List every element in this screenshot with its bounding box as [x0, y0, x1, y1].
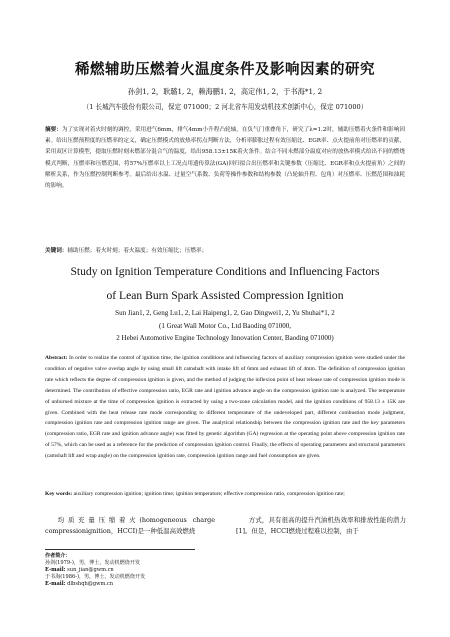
footnote-email-1-label: E-mail:: [45, 567, 66, 574]
footnote-line1: 孙剑(1979-)，男，博士，发动机燃烧开发: [45, 560, 141, 567]
footnote-email-2-label: E-mail:: [45, 581, 66, 588]
body-left-paragraph: 均质充量压缩着火(homogeneous charge compressionignition，HCCI)是一种低温高效燃烧: [45, 516, 215, 535]
footnote-email-2: [45, 581, 225, 588]
english-title-line2: of Lean Burn Spark Assisted Compression Ignition: [106, 289, 344, 302]
english-keywords-text: auxiliary compression ignition; ignition time; ignition temperature; effective compression ratio, compression ignition rate;: [73, 491, 345, 497]
chinese-keywords: [45, 246, 405, 256]
body-left-column: [45, 515, 215, 537]
english-abstract-text: In order to realize the control of ignition time, the ignition conditions and influencing factors of auxiliary compression ignition were studied under the condition of negative valve overlap angle by using small lift camshaft with intake lift of 6mm and exhaust lift of 4mm. The definition of compression ignition rate which reflects the degree of compression ignition is given, and the method of judging the inflexion point of heat release rate of compression ignition mode is determined. The contribution of effective compression ratio, EGR rate and ignition advance angle on the compression ignition rate is analyzed. The temperature of unburned mixture at the time of compression ignition is extracted by using a two-zone calculation model, and the ignition conditions of 958.13 ± 15K are given. Combined with the heat release rate mode corresponding to different temperature of the undeveloped part, different combustion mode judgment, compression ignition rate and compression ignition range are given. The analytical relationship between the compression ignition rate and the key parameters (compression ratio, EGR rate and ignition advance angle) was fitted by genetic algorithm (GA) regression at the operating point above compression ignition rate of 57%, which can be used as a reference for the prediction of compression ignition control. Finally, the effects of operating parameters and structural parameters (camshaft lift and wrap angle) on the compression ignition rate, compression ignition range and fuel consumption are given.: [45, 355, 405, 460]
footnote-line3: 于书海(1986-)，男，博士，发动机燃烧开发: [45, 574, 146, 581]
chinese-affiliation: （1 长城汽车股份有限公司，保定 071000；2 河北省车用发动机技术创新中心，保定 071000）: [82, 103, 368, 111]
chinese-keywords-label: 关键词：: [45, 248, 68, 254]
chinese-abstract: [45, 125, 405, 192]
footnote-email-2-address[interactable]: dlbshqh@gwm.cn: [67, 581, 114, 588]
english-authors: Sun Jian1, 2, Geng Lu1, 2, Lai Haipeng1, 2, Gao Dingwei1, 2, Yu Shuhai*1, 2: [115, 309, 335, 317]
english-abstract: [45, 353, 405, 462]
english-keywords: [45, 489, 405, 500]
chinese-authors: 孙剑1, 2，耿璐1, 2，赖海鹏1, 2，高定伟1, 2，于书海*1, 2: [127, 87, 323, 96]
footnote-email-1-address[interactable]: sun_jian@gwm.cn: [67, 567, 114, 574]
english-keywords-label: Key words:: [45, 491, 73, 497]
footnote-divider: [45, 549, 195, 550]
body-right-paragraph: 方式，具有很高的提升汽油机热效率和排放性能的潜力[1]。但是，HCCI燃烧过程难以控制，由于: [236, 516, 406, 535]
chinese-title: 稀燃辅助压燃着火温度条件及影响因素的研究: [75, 61, 375, 78]
body-right-column: [236, 515, 406, 537]
english-affiliation-line1: (1 Great Wall Motor Co., Ltd Baoding 071000,: [159, 322, 291, 330]
chinese-keywords-text: 辅助压燃；着火时刻；着火温度；有效压缩比；压燃率；: [67, 248, 208, 254]
footnote-label: 作者简介：: [45, 553, 71, 559]
author-footnote: [45, 553, 225, 588]
chinese-abstract-text: 为了实现对着火时刻的调控，采用进气6mm，排气4mm小升程凸轮轴，在负气门重叠角下，研究了λ=1.2时，辅助压燃着火条件和影响因素。给出压燃预程度的压燃率的定义，确定压燃模式的放热率拐点判断方法，分析率膨胀过程有效压缩比、EGR率、点火提前角对压燃率的贡献，采用双区计算模型，提取压燃时刻未燃部分混合气的温度，给出958.13±15K着火条件。结合不同未燃部分温度对应的放热率模式给出不同的燃烧模式判断，压燃率和压燃范围，将57%压燃率以上工况点用遗传算法(GA)回归拟合出压燃率和关键参数（压缩比、EGR率和点火提前角）之间的解析关系，作为压燃控制判断参考。最后给出水温、过量空气系数、负荷等操作参数和结构参数（凸轮轴升程、包角）对压燃率、压燃范围和油耗的影响。: [45, 127, 405, 190]
english-affiliation-line2: 2 Hebei Automotive Engine Technology Innovation Center, Baoding 071000): [116, 334, 334, 342]
english-abstract-label: Abstract:: [45, 355, 68, 361]
english-title-line1: Study on Ignition Temperature Conditions and Influencing Factors: [70, 265, 380, 278]
chinese-abstract-label: 摘要：: [45, 127, 62, 133]
